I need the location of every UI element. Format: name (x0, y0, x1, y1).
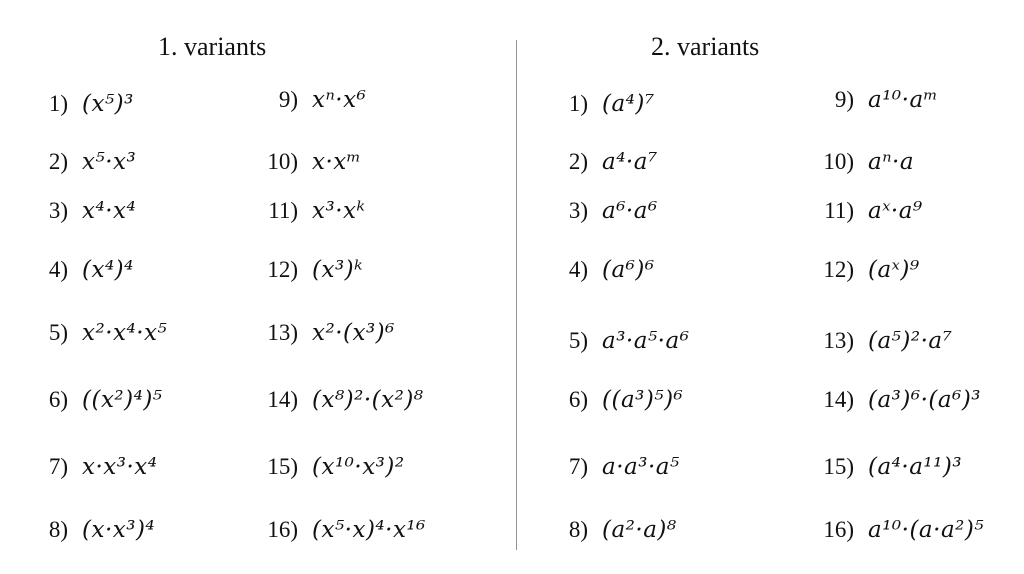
exercise-item: 6) ((x²)⁴)⁵ (48, 387, 163, 413)
variant-2-heading: 2. variants (651, 32, 760, 61)
exercise-item: 10) x·xᵐ (267, 149, 362, 175)
exercise-item: 7) x·x³·x⁴ (48, 454, 158, 480)
exercise-item: 11) x³·xᵏ (268, 198, 366, 224)
exercise-item: 8) (x·x³)⁴ (48, 517, 156, 543)
exercise-item: 4) (x⁴)⁴ (48, 257, 134, 283)
exercise-item: 6) ((a³)⁵)⁶ (568, 387, 684, 413)
exercise-item: 8) (a²·a)⁸ (568, 517, 677, 543)
exercise-item: 3) x⁴·x⁴ (48, 198, 137, 224)
exercise-item: 12) (aˣ)⁹ (823, 257, 920, 283)
exercise-item: 4) (a⁶)⁶ (568, 257, 655, 283)
exercise-item: 13) x²·(x³)⁶ (267, 320, 395, 346)
exercise-item: 3) a⁶·a⁶ (568, 198, 658, 224)
exercise-item: 5) a³·a⁵·a⁶ (568, 328, 690, 354)
exercise-item: 14) (x⁸)²·(x²)⁸ (267, 387, 424, 413)
exercise-item: 12) (x³)ᵏ (267, 257, 364, 283)
exercise-item: 16) (x⁵·x)⁴·x¹⁶ (267, 517, 426, 543)
exercise-item: 2) a⁴·a⁷ (568, 149, 658, 175)
exercise-item: 10) aⁿ·a (823, 149, 915, 175)
exercise-item: 13) (a⁵)²·a⁷ (823, 328, 953, 354)
column-divider (516, 40, 517, 550)
exercise-item: 1) (x⁵)³ (48, 91, 134, 117)
exercise-item: 9) a¹⁰·aᵐ (834, 87, 939, 113)
exercise-item: 1) (a⁴)⁷ (568, 91, 655, 117)
exercise-item: 5) x²·x⁴·x⁵ (48, 320, 168, 346)
exercise-item: 2) x⁵·x³ (48, 149, 137, 175)
exercise-item: 11) aˣ·a⁹ (824, 198, 923, 224)
exercise-item: 15) (a⁴·a¹¹)³ (823, 454, 963, 480)
exercise-item: 7) a·a³·a⁵ (568, 454, 680, 480)
variant-1-heading: 1. variants (158, 32, 267, 61)
exercise-item: 14) (a³)⁶·(a⁶)³ (823, 387, 982, 413)
exercise-item: 15) (x¹⁰·x³)² (267, 454, 405, 480)
exercise-item: 9) xⁿ·x⁶ (278, 87, 367, 113)
exercise-item: 16) a¹⁰·(a·a²)⁵ (823, 517, 985, 543)
